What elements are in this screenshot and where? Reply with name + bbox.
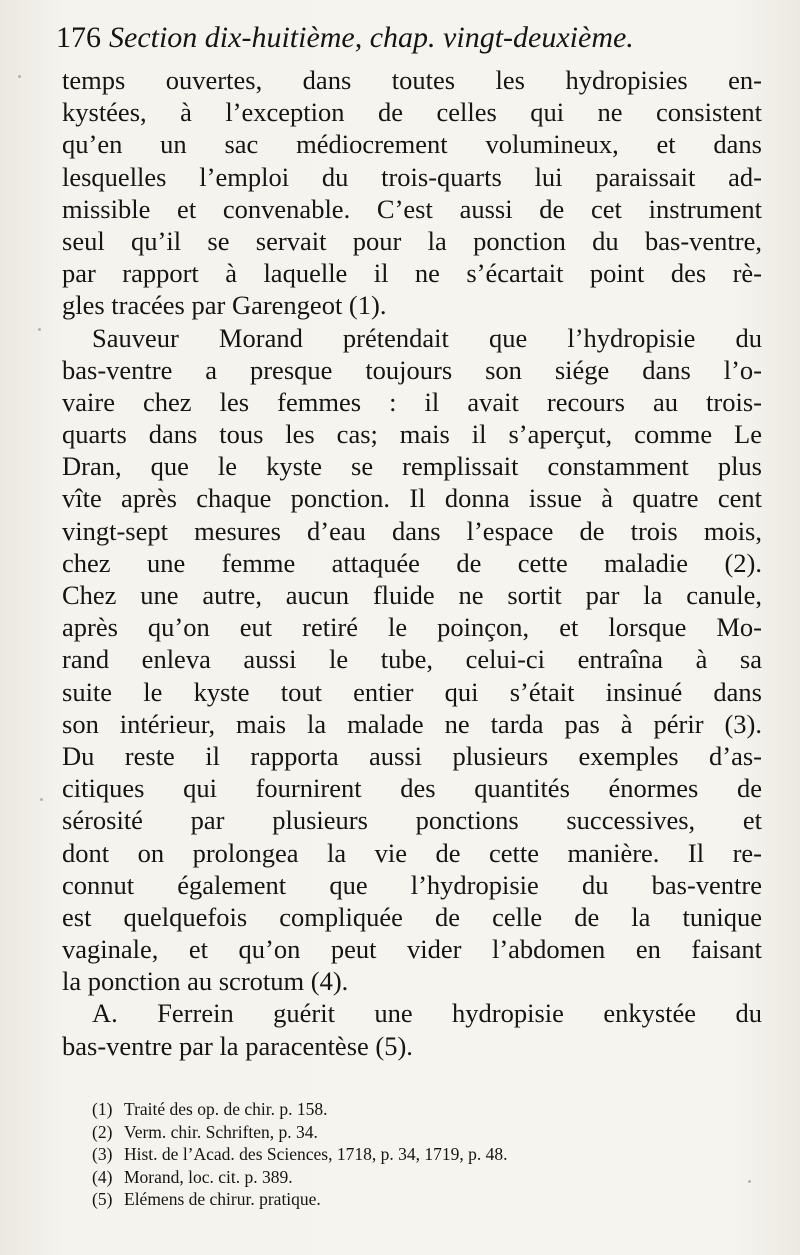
footnote-text: Morand, loc. cit. p. 389. bbox=[124, 1166, 293, 1187]
page-number: 176 bbox=[56, 21, 101, 54]
text-line: connut également que l’hydropisie du bas-ventre bbox=[62, 869, 762, 900]
paper-speck bbox=[40, 798, 43, 801]
text-line: lesquelles l’emploi du trois-quarts lui paraissait ad- bbox=[62, 161, 762, 192]
text-line: vaire chez les femmes : il avait recours au trois- bbox=[62, 386, 762, 417]
running-title: Section dix-huitième, chap. vingt-deuxième. bbox=[109, 21, 634, 54]
footnote-text: Traité des op. de chir. p. 158. bbox=[124, 1099, 328, 1119]
text-line: est quelquefois compliquée de celle de la tunique bbox=[62, 901, 762, 932]
text-line: bas-ventre par la paracentèse (5). bbox=[62, 1030, 413, 1061]
text-line: chez une femme attaquée de cette maladie (2). bbox=[62, 547, 762, 578]
text-line: seul qu’il se servait pour la ponction du bas-ventre, bbox=[62, 225, 762, 256]
text-line: gles tracées par Garengeot (1). bbox=[62, 290, 387, 321]
text-line: temps ouvertes, dans toutes les hydropisies en- bbox=[62, 65, 762, 95]
text-line: quarts dans tous les cas; mais il s’aperçut, comme Le bbox=[62, 419, 762, 450]
text-line: après qu’on eut retiré le poinçon, et lorsque Mo- bbox=[62, 612, 762, 643]
text-line: kystées, à l’exception de celles qui ne consistent bbox=[62, 97, 762, 128]
footnote-mark: (4) bbox=[92, 1166, 113, 1187]
footnote-3 bbox=[92, 1143, 752, 1166]
footnote-text: Hist. de l’Acad. des Sciences, 1718, p. 34, 1719, p. 48. bbox=[124, 1144, 508, 1164]
text-line: la ponction au scrotum (4). bbox=[62, 966, 349, 997]
text-line: son intérieur, mais la malade ne tarda pas à périr (3). bbox=[62, 708, 762, 739]
footnote-text: Verm. chir. Schriften, p. 34. bbox=[124, 1121, 318, 1142]
text-line: Chez une autre, aucun fluide ne sortit par la canule, bbox=[62, 580, 762, 610]
text-line: sérosité par plusieurs ponctions successives, et bbox=[62, 805, 762, 836]
text-line: suite le kyste tout entier qui s’était insinué dans bbox=[62, 676, 762, 707]
text-line: vîte après chaque ponction. Il donna issue à quatre cent bbox=[62, 483, 762, 514]
text-line: citiques qui fournirent des quantités énormes de bbox=[62, 773, 762, 804]
paragraph-start-line: A. Ferrein guérit une hydropisie enkystée du bbox=[92, 998, 762, 1029]
body-text bbox=[62, 64, 762, 1062]
footnote-text: Elémens de chirur. pratique. bbox=[124, 1189, 321, 1209]
text-line: Du reste il rapporta aussi plusieurs exemples d’as- bbox=[62, 740, 762, 771]
text-line: rand enleva aussi le tube, celui-ci entraîna à sa bbox=[62, 644, 762, 675]
text-line: missible et convenable. C’est aussi de cet instrument bbox=[62, 193, 762, 224]
text-line: vingt-sept mesures d’eau dans l’espace de trois mois, bbox=[62, 515, 762, 546]
footnote-mark: (2) bbox=[92, 1121, 113, 1142]
text-line: par rapport à laquelle il ne s’écartait point des rè- bbox=[62, 258, 762, 289]
footnote-mark: (1) bbox=[92, 1099, 113, 1119]
paper-speck bbox=[38, 328, 41, 331]
text-line: bas-ventre a presque toujours son siége dans l’o- bbox=[62, 354, 762, 385]
footnote-1 bbox=[92, 1098, 752, 1121]
paper-speck bbox=[18, 75, 21, 78]
text-line: vaginale, et qu’on peut vider l’abdomen en faisant bbox=[62, 934, 762, 965]
footnote-4 bbox=[92, 1166, 752, 1189]
footnotes bbox=[92, 1098, 752, 1211]
footnote-mark: (3) bbox=[92, 1144, 113, 1164]
paragraph-start-line: Sauveur Morand prétendait que l’hydropisie du bbox=[92, 322, 762, 353]
footnote-mark: (5) bbox=[92, 1189, 113, 1209]
footnote-2 bbox=[92, 1121, 752, 1144]
footnote-5 bbox=[92, 1188, 752, 1211]
text-line: Dran, que le kyste se remplissait constamment plus bbox=[62, 451, 762, 482]
running-head bbox=[56, 18, 756, 58]
text-line: qu’en un sac médiocrement volumineux, et dans bbox=[62, 129, 762, 160]
text-line: dont on prolongea la vie de cette manière. Il re- bbox=[62, 837, 762, 868]
